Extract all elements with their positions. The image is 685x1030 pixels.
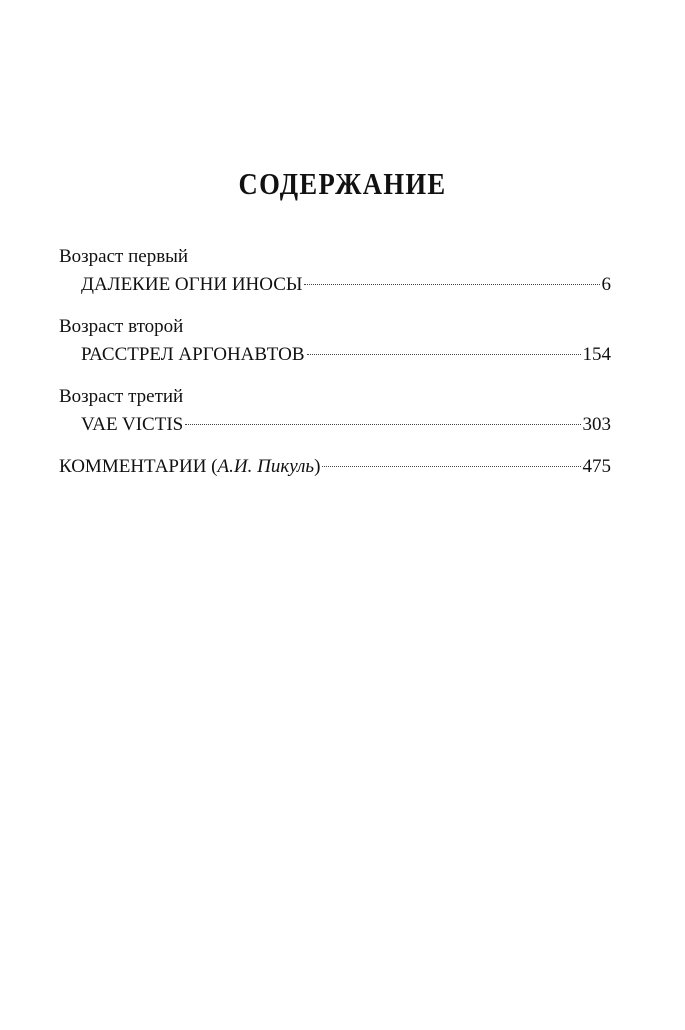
section-label: Возраст третий <box>59 386 184 407</box>
section-label: Возраст второй <box>59 316 184 337</box>
toc-section-3 <box>59 383 611 439</box>
toc-section-commentary <box>59 453 611 481</box>
page-number: 154 <box>582 344 611 365</box>
entry-title: РАССТРЕЛ АРГОНАВТОВ <box>81 344 305 365</box>
toc-entry[interactable] <box>59 271 611 299</box>
dot-leader <box>185 424 580 425</box>
toc-section-2 <box>59 313 611 369</box>
dot-leader <box>322 466 580 467</box>
page-number: 6 <box>601 274 611 295</box>
entry-title: VAE VICTIS <box>81 414 184 435</box>
table-of-contents <box>59 243 611 495</box>
commentary-author: А.И. Пикуль <box>217 456 315 477</box>
commentary-title: КОММЕНТАРИИ ( <box>59 456 218 477</box>
commentary-title-end: ) <box>314 456 321 477</box>
toc-section-1 <box>59 243 611 299</box>
entry-title: ДАЛЕКИЕ ОГНИ ИНОСЫ <box>81 274 303 295</box>
toc-entry-commentary[interactable] <box>59 453 611 481</box>
page-number: 475 <box>582 456 611 477</box>
toc-entry[interactable] <box>59 341 611 369</box>
section-label: Возраст первый <box>59 246 189 267</box>
dot-leader <box>304 284 599 285</box>
toc-entry[interactable] <box>59 411 611 439</box>
dot-leader <box>307 354 581 355</box>
entry-title <box>59 453 320 481</box>
page-number: 303 <box>582 414 611 435</box>
page-title: СОДЕРЖАНИЕ <box>238 166 447 201</box>
